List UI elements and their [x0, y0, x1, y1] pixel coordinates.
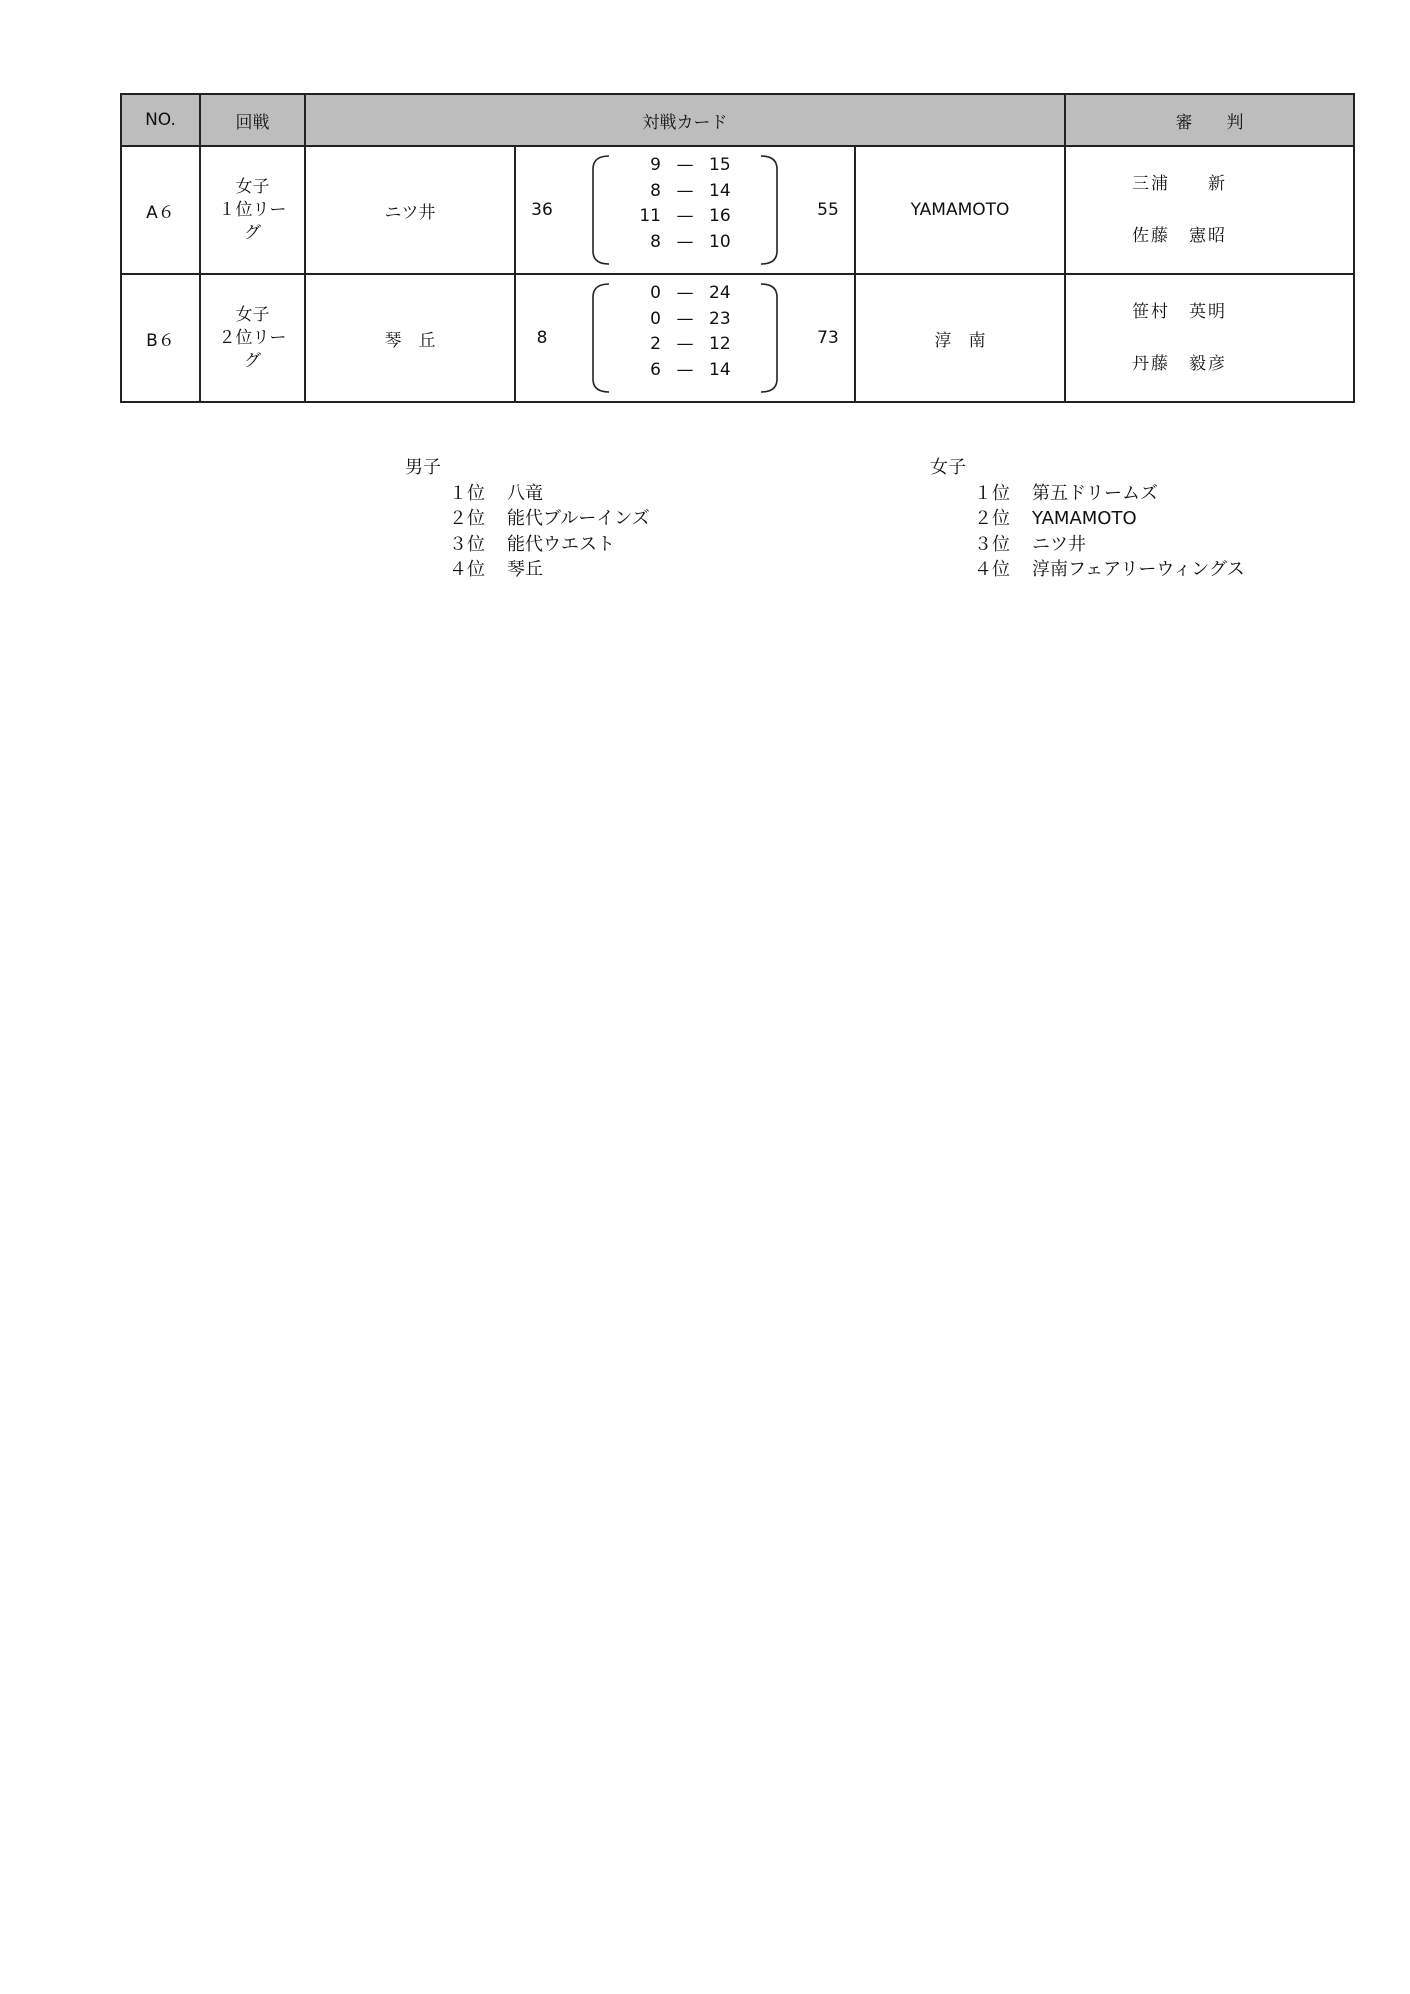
right-bracket [759, 283, 781, 393]
header-referee: 審 判 [1065, 94, 1354, 146]
referee-name: 丹藤 毅彦 [1132, 354, 1227, 374]
right-bracket [759, 155, 781, 265]
round-line: 女子 [235, 176, 270, 197]
quarter-row: 0 — 23 [650, 308, 731, 329]
team2-name: YAMAMOTO [855, 146, 1065, 274]
round-line: グ [244, 222, 261, 243]
referee-cell [1065, 274, 1354, 402]
team1-name: ニツ井 [305, 146, 515, 274]
list-item: ４位 淳南フェアリーウィングス [974, 559, 1245, 580]
round-line: グ [244, 350, 261, 371]
score-cell [515, 274, 855, 402]
referee-name: 佐藤 憲昭 [1132, 226, 1227, 246]
results-table [120, 93, 1355, 403]
team1-score: 36 [531, 200, 553, 220]
left-bracket [589, 155, 611, 265]
quarter-row: 0 — 24 [650, 283, 731, 303]
header-round: 回戦 [200, 94, 305, 146]
game-no: A６ [121, 146, 200, 274]
referee-name: 三浦 新 [1132, 174, 1227, 194]
boys-standings [405, 455, 650, 583]
header-match: 対戦カード [305, 94, 1065, 146]
team1-score: 8 [536, 328, 548, 348]
quarter-row: 8 — 14 [650, 180, 731, 201]
standings-title: 男子 [405, 457, 441, 478]
round-cell [200, 146, 305, 274]
standings-title: 女子 [930, 457, 966, 478]
girls-standings [930, 455, 1245, 583]
game-no: B６ [121, 274, 200, 402]
team2-name: 淳 南 [855, 274, 1065, 402]
list-item: １位 八竜 [449, 482, 543, 504]
table-row [121, 274, 1354, 402]
header-no: NO. [121, 94, 200, 146]
left-bracket [589, 283, 611, 393]
team1-name: 琴 丘 [305, 274, 515, 402]
referee-name: 笹村 英明 [1132, 302, 1227, 322]
quarter-row: 9 — 15 [650, 155, 731, 175]
quarter-row: 2 — 12 [650, 334, 731, 354]
list-item: ３位 ニツ井 [974, 533, 1086, 555]
quarter-row: 8 — 10 [650, 231, 731, 252]
quarter-row: 11 — 16 [639, 206, 731, 226]
round-cell [200, 274, 305, 402]
table-row [121, 146, 1354, 274]
team2-score: 55 [817, 200, 839, 220]
score-cell [515, 146, 855, 274]
list-item: ４位 琴丘 [449, 559, 543, 580]
round-line: １位リー [218, 199, 287, 220]
round-line: 女子 [235, 304, 270, 325]
list-item: ２位 YAMAMOTO [974, 508, 1137, 529]
quarter-scores [589, 281, 781, 395]
round-line: ２位リー [218, 327, 287, 348]
list-item: ３位 能代ウエスト [449, 533, 615, 555]
quarter-scores [589, 153, 781, 267]
header-row [121, 94, 1354, 146]
quarter-row: 6 — 14 [650, 359, 731, 380]
team2-score: 73 [817, 328, 839, 348]
list-item: １位 第五ドリームズ [974, 482, 1158, 504]
referee-cell [1065, 146, 1354, 274]
list-item: ２位 能代ブルーインズ [449, 508, 650, 529]
